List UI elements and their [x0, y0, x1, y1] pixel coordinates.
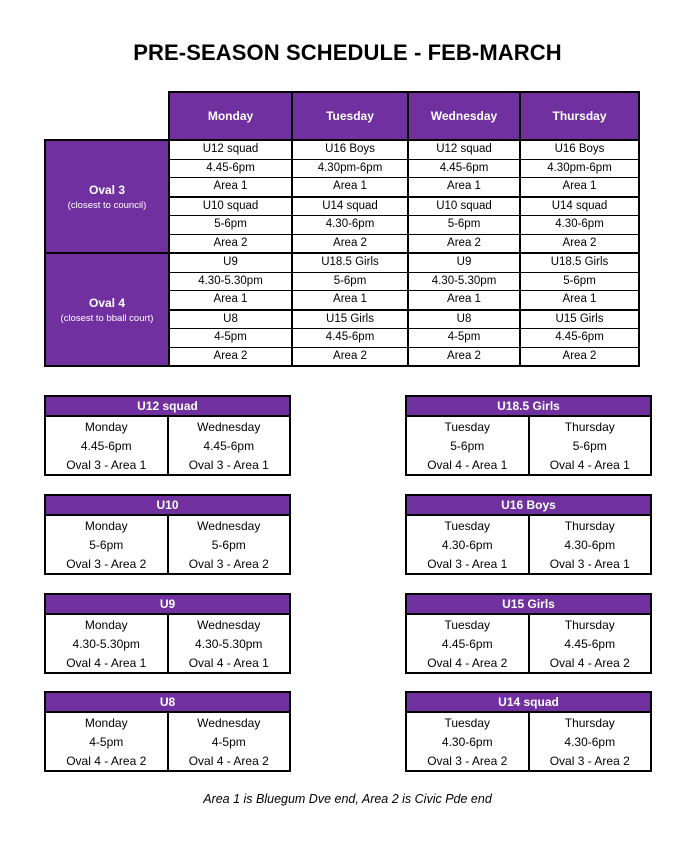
schedule-table — [44, 91, 640, 367]
squad-box — [405, 494, 652, 575]
squad-cell: 4.45-6pm — [80, 438, 132, 453]
squad-row — [406, 554, 651, 574]
schedule-cell: U12 squad — [169, 140, 292, 159]
schedule-cell: Area 1 — [169, 178, 292, 197]
squad-cell: Oval 3 - Area 2 — [66, 556, 147, 571]
squad-row — [45, 614, 290, 634]
squad-cell: Oval 3 - Area 2 — [168, 554, 291, 574]
squad-row — [406, 653, 651, 673]
squad-cell: Tuesday — [444, 518, 491, 533]
squad-box — [44, 593, 291, 674]
squad-cell: Oval 3 - Area 2 — [427, 753, 508, 768]
schedule-cell: 4-5pm — [408, 329, 520, 348]
schedule-cell: U18.5 Girls — [520, 253, 639, 272]
squad-cell: Monday — [84, 715, 128, 730]
squad-cell: Wednesday — [168, 416, 291, 436]
schedule-cell: Area 2 — [408, 234, 520, 253]
schedule-cell: Area 2 — [520, 347, 639, 366]
squad-cell: 4.30-6pm — [441, 734, 493, 749]
squad-box — [405, 593, 652, 674]
squad-box — [44, 395, 291, 476]
squad-title: U12 squad — [45, 396, 290, 416]
squad-cell: 4.30-5.30pm — [72, 636, 140, 651]
squad-title: U15 Girls — [406, 594, 651, 614]
day-header-wednesday: Wednesday — [408, 92, 520, 140]
squad-title: U14 squad — [406, 692, 651, 712]
squad-cell: 5-6pm — [89, 537, 124, 552]
schedule-cell: Area 1 — [408, 291, 520, 310]
squad-row — [45, 535, 290, 554]
squad-cell: Tuesday — [444, 715, 491, 730]
oval-note: (closest to bball court) — [60, 312, 154, 324]
schedule-cell: Area 1 — [292, 291, 408, 310]
squad-row — [406, 515, 651, 535]
squad-cell: 4.30-6pm — [529, 535, 652, 554]
oval-name: Oval 4 — [88, 295, 126, 310]
squad-row — [45, 554, 290, 574]
squad-cell: Wednesday — [168, 712, 291, 732]
squad-title: U8 — [45, 692, 290, 712]
squad-row — [45, 515, 290, 535]
day-header-monday: Monday — [169, 92, 292, 140]
squad-cell: Oval 4 - Area 2 — [168, 751, 291, 771]
schedule-cell: U18.5 Girls — [292, 253, 408, 272]
squad-cell: Oval 4 - Area 1 — [168, 653, 291, 673]
oval-label-cell — [45, 253, 169, 366]
schedule-cell: 4.30pm-6pm — [520, 159, 639, 178]
squad-box — [405, 691, 652, 772]
schedule-cell: U16 Boys — [292, 140, 408, 159]
squad-cell: 4.30-5.30pm — [168, 634, 291, 653]
schedule-cell: 4.30-5.30pm — [408, 272, 520, 291]
schedule-cell: U10 squad — [408, 197, 520, 216]
squad-title: U18.5 Girls — [406, 396, 651, 416]
squad-title: U10 — [45, 495, 290, 515]
schedule-cell: 4.30-6pm — [292, 216, 408, 235]
squad-cell: 4.45-6pm — [529, 634, 652, 653]
schedule-cell: Area 1 — [292, 178, 408, 197]
schedule-cell: 4.30-5.30pm — [169, 272, 292, 291]
squad-box — [405, 395, 652, 476]
squad-cell: Oval 4 - Area 2 — [529, 653, 652, 673]
schedule-cell: 4.45-6pm — [169, 159, 292, 178]
squad-row — [406, 455, 651, 475]
schedule-cell: Area 2 — [292, 234, 408, 253]
schedule-cell: U8 — [169, 310, 292, 329]
squad-cell: Wednesday — [168, 515, 291, 535]
squad-cell: 5-6pm — [529, 436, 652, 455]
squad-row — [45, 732, 290, 751]
day-header-tuesday: Tuesday — [292, 92, 408, 140]
schedule-cell: U10 squad — [169, 197, 292, 216]
oval-note: (closest to council) — [67, 199, 147, 211]
squad-cell: Oval 3 - Area 1 — [427, 556, 508, 571]
schedule-cell: 4.45-6pm — [520, 329, 639, 348]
squad-row — [45, 751, 290, 771]
schedule-cell: U8 — [408, 310, 520, 329]
schedule-cell: 5-6pm — [408, 216, 520, 235]
squad-title: U16 Boys — [406, 495, 651, 515]
schedule-cell: 4.45-6pm — [408, 159, 520, 178]
schedule-cell: 5-6pm — [292, 272, 408, 291]
day-header-thursday: Thursday — [520, 92, 639, 140]
squad-cell: Oval 4 - Area 1 — [66, 655, 147, 670]
schedule-row — [45, 140, 639, 159]
squad-row — [406, 436, 651, 455]
squad-cell: Oval 4 - Area 2 — [427, 655, 508, 670]
page-title: PRE-SEASON SCHEDULE - FEB-MARCH — [133, 40, 562, 65]
squad-row — [406, 416, 651, 436]
squad-row — [45, 436, 290, 455]
schedule-cell: U12 squad — [408, 140, 520, 159]
squad-row — [406, 634, 651, 653]
squad-cell: Oval 4 - Area 1 — [529, 455, 652, 475]
schedule-cell: U14 squad — [292, 197, 408, 216]
squad-cell: 4.30-6pm — [529, 732, 652, 751]
squad-row — [45, 416, 290, 436]
squad-cell: 4.45-6pm — [168, 436, 291, 455]
day-header-row — [45, 92, 639, 140]
schedule-cell: Area 2 — [408, 347, 520, 366]
schedule-cell: U14 squad — [520, 197, 639, 216]
squad-cell: Thursday — [529, 712, 652, 732]
squad-cell: 4-5pm — [168, 732, 291, 751]
squad-cell: Tuesday — [444, 419, 491, 434]
squad-row — [45, 712, 290, 732]
schedule-cell: 4.30pm-6pm — [292, 159, 408, 178]
schedule-cell: U9 — [169, 253, 292, 272]
squad-row — [45, 653, 290, 673]
schedule-cell: Area 1 — [408, 178, 520, 197]
squad-cell: Monday — [84, 617, 128, 632]
squad-cell: 5-6pm — [450, 438, 485, 453]
squad-cell: Tuesday — [444, 617, 491, 632]
schedule-cell: Area 2 — [292, 347, 408, 366]
squad-cell: Oval 3 - Area 1 — [529, 554, 652, 574]
schedule-cell: Area 2 — [169, 347, 292, 366]
squad-row — [45, 634, 290, 653]
squad-cell: Thursday — [529, 614, 652, 634]
squad-cell: Oval 3 - Area 1 — [168, 455, 291, 475]
schedule-cell: 5-6pm — [520, 272, 639, 291]
squad-row — [406, 732, 651, 751]
squad-cell: Oval 3 - Area 2 — [529, 751, 652, 771]
squad-cell: Oval 4 - Area 1 — [427, 457, 508, 472]
oval-name: Oval 3 — [88, 182, 126, 197]
schedule-cell: U9 — [408, 253, 520, 272]
squad-row — [406, 751, 651, 771]
squad-row — [406, 712, 651, 732]
oval-label-cell — [45, 140, 169, 253]
squad-cell: 4.45-6pm — [441, 636, 493, 651]
schedule-cell: U15 Girls — [292, 310, 408, 329]
schedule-cell: 4.30-6pm — [520, 216, 639, 235]
schedule-cell: Area 2 — [169, 234, 292, 253]
schedule-row — [45, 253, 639, 272]
squad-cell: Thursday — [529, 515, 652, 535]
schedule-cell: 4-5pm — [169, 329, 292, 348]
squad-box — [44, 494, 291, 575]
squad-cell: 4.30-6pm — [441, 537, 493, 552]
squad-cell: Wednesday — [168, 614, 291, 634]
squad-cell: 5-6pm — [168, 535, 291, 554]
schedule-cell: U16 Boys — [520, 140, 639, 159]
squad-cell: Oval 4 - Area 2 — [66, 753, 147, 768]
squad-row — [45, 455, 290, 475]
schedule-cell: Area 1 — [169, 291, 292, 310]
schedule-cell: Area 1 — [520, 178, 639, 197]
schedule-cell: U15 Girls — [520, 310, 639, 329]
area-footnote: Area 1 is Bluegum Dve end, Area 2 is Civic Pde end — [203, 792, 492, 806]
schedule-cell: 5-6pm — [169, 216, 292, 235]
squad-cell: Thursday — [529, 416, 652, 436]
squad-cell: Monday — [84, 518, 128, 533]
squad-box — [44, 691, 291, 772]
squad-row — [406, 614, 651, 634]
schedule-cell: 4.45-6pm — [292, 329, 408, 348]
corner-cell — [45, 92, 169, 140]
schedule-cell: Area 2 — [520, 234, 639, 253]
schedule-cell: Area 1 — [520, 291, 639, 310]
squad-cell: 4-5pm — [89, 734, 124, 749]
squad-title: U9 — [45, 594, 290, 614]
squad-cell: Monday — [84, 419, 128, 434]
squad-row — [406, 535, 651, 554]
squad-cell: Oval 3 - Area 1 — [66, 457, 147, 472]
